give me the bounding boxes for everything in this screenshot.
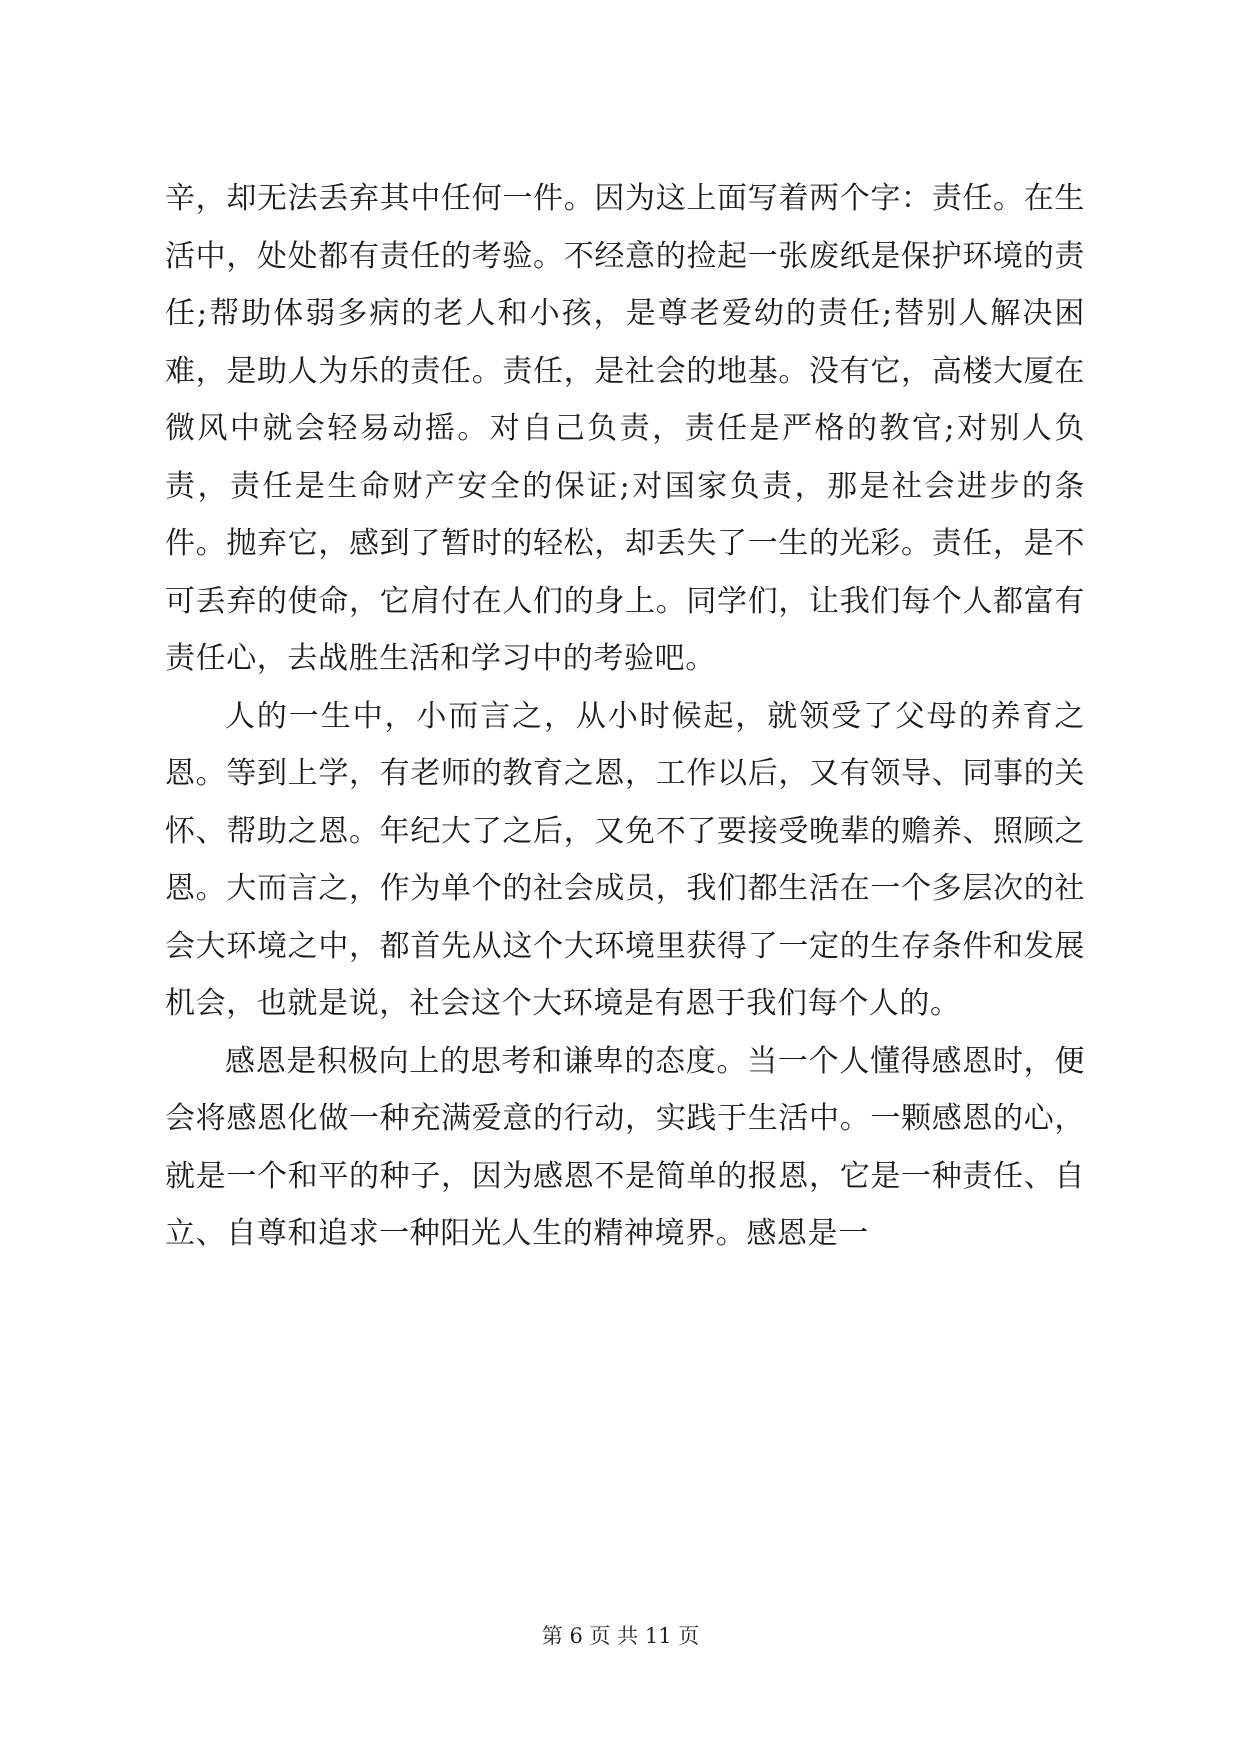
paragraph-gratitude-attitude: 感恩是积极向上的思考和谦卑的态度。当一个人懂得感恩时，便会将感恩化做一种充满爱意的行动，实践于生活中。一颗感恩的心，就是一个和平的种子，因为感恩不是简单的报恩，它是一种责任、自立、自尊和追求一种阳光人生的精神境界。感恩是一 bbox=[165, 1043, 1085, 1251]
document-body bbox=[165, 170, 1085, 1263]
page-number-footer: 第 6 页 共 11 页 bbox=[541, 1624, 700, 1648]
paragraph-responsibility: 辛，却无法丢弃其中任何一件。因为这上面写着两个字：责任。在生活中，处处都有责任的考验。不经意的捡起一张废纸是保护环境的责任;帮助体弱多病的老人和小孩，是尊老爱幼的责任;替别人解决困难，是助人为乐的责任。责任，是社会的地基。没有它，高楼大厦在微风中就会轻易动摇。对自己负责，责任是严格的教官;对别人负责，责任是生命财产安全的保证;对国家负责，那是社会进步的条件。抛弃它，感到了暂时的轻松，却丢失了一生的光彩。责任，是不可丢弃的使命，它肩付在人们的身上。同学们，让我们每个人都富有责任心，去战胜生活和学习中的考验吧。 bbox=[165, 181, 1085, 676]
paragraph-gratitude-life: 人的一生中，小而言之，从小时候起，就领受了父母的养育之恩。等到上学，有老师的教育之恩，工作以后，又有领导、同事的关怀、帮助之恩。年纪大了之后，又免不了要接受晚辈的赡养、照顾之恩。大而言之，作为单个的社会成员，我们都生活在一个多层次的社会大环境之中，都首先从这个大环境里获得了一定的生存条件和发展机会，也就是说，社会这个大环境是有恩于我们每个人的。 bbox=[165, 698, 1085, 1021]
